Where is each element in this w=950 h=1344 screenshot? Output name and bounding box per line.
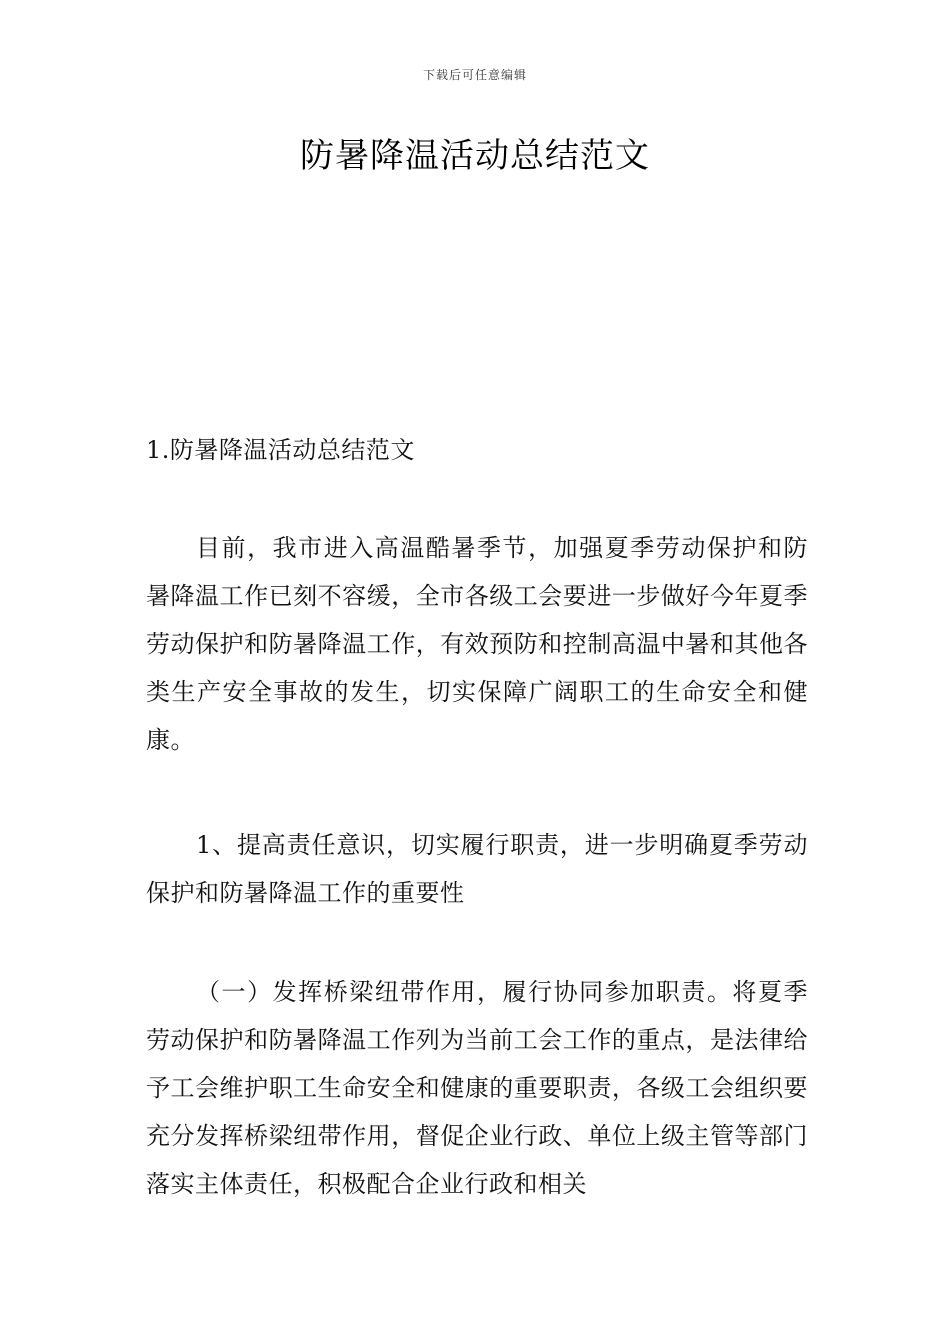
paragraph-point-1: 1、提高责任意识，切实履行职责，进一步明确夏季劳动保护和防暑降温工作的重要性	[146, 831, 808, 907]
document-title: 防暑降温活动总结范文	[300, 136, 650, 176]
header-note: 下载后可任意编辑	[422, 68, 527, 82]
section-heading: 1.防暑降温活动总结范文	[146, 436, 415, 464]
paragraph-subpoint-1: （一）发挥桥梁纽带作用，履行协同参加职责。将夏季劳动保护和防暑降温工作列为当前工会工作的重点，是法律给予工会维护职工生命安全和健康的重要职责，各级工会组织要充分发挥桥梁纽带作用，督促企业行政、单位上级主管等部门落实主体责任，积极配合企业行政和相关	[146, 978, 808, 1198]
paragraph-intro: 目前，我市进入高温酷暑季节，加强夏季劳动保护和防暑降温工作已刻不容缓，全市各级工会要进一步做好今年夏季劳动保护和防暑降温工作，有效预防和控制高温中暑和其他各类生产安全事故的发生，切实保障广阔职工的生命安全和健康。	[146, 534, 808, 754]
